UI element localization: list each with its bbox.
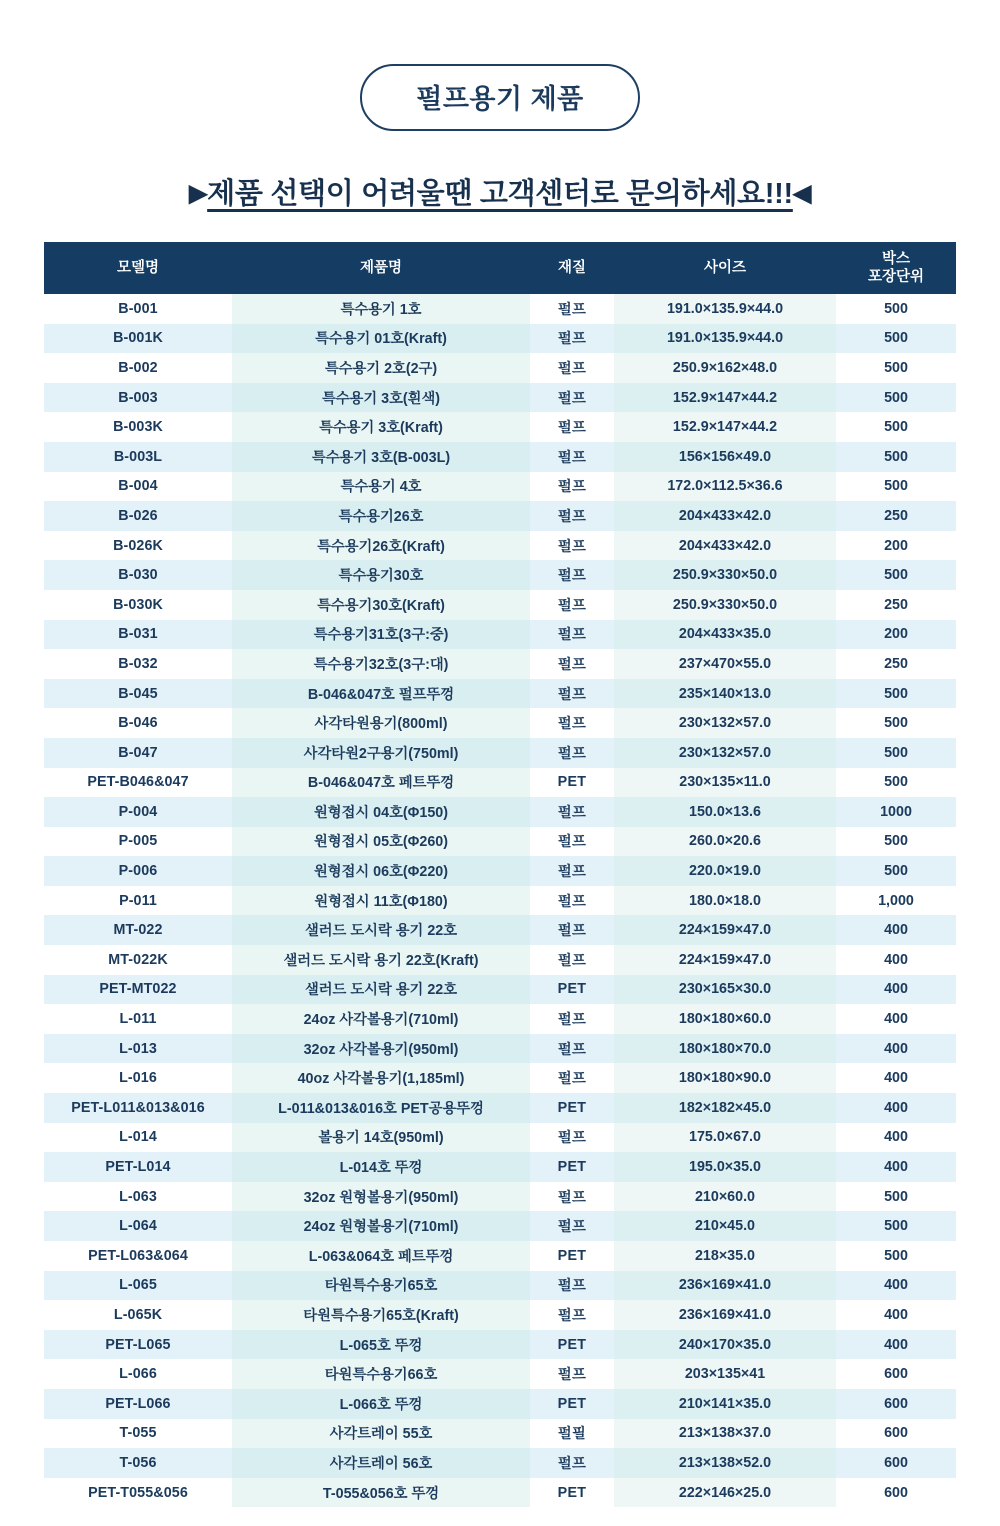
cell-product-name: 타원특수용기65호 (232, 1271, 530, 1301)
cell-product-name: 특수용기26호(Kraft) (232, 531, 530, 561)
cell-material: 펄프 (530, 560, 614, 590)
cell-box-unit: 400 (836, 1152, 956, 1182)
cell-size: 250.9×330×50.0 (614, 590, 836, 620)
table-row (44, 590, 956, 620)
cell-material: 펄프 (530, 353, 614, 383)
cell-size: 191.0×135.9×44.0 (614, 294, 836, 324)
cell-model: T-055 (44, 1419, 232, 1449)
cell-model: L-065 (44, 1271, 232, 1301)
cell-material: 펄프 (530, 679, 614, 709)
cell-size: 250.9×162×48.0 (614, 353, 836, 383)
cell-model: B-032 (44, 649, 232, 679)
table-row (44, 472, 956, 502)
cell-size: 204×433×42.0 (614, 501, 836, 531)
cell-box-unit: 500 (836, 294, 956, 324)
cell-model: L-066 (44, 1359, 232, 1389)
cell-size: 250.9×330×50.0 (614, 560, 836, 590)
cell-size: 260.0×20.6 (614, 827, 836, 857)
cell-box-unit: 250 (836, 501, 956, 531)
cell-product-name: L-066호 뚜껑 (232, 1389, 530, 1419)
cell-material: PET (530, 975, 614, 1005)
cell-size: 236×169×41.0 (614, 1271, 836, 1301)
cell-product-name: 특수용기30호(Kraft) (232, 590, 530, 620)
cell-size: 180×180×90.0 (614, 1063, 836, 1093)
cell-product-name: 40oz 사각볼용기(1,185ml) (232, 1063, 530, 1093)
cell-box-unit: 500 (836, 738, 956, 768)
column-header-box-line2: 포장단위 (867, 269, 925, 285)
cell-size: 235×140×13.0 (614, 679, 836, 709)
cell-product-name: L-063&064호 페트뚜껑 (232, 1241, 530, 1271)
cell-model: B-003L (44, 442, 232, 472)
cell-box-unit: 500 (836, 827, 956, 857)
cell-material: 펄필 (530, 1419, 614, 1449)
cell-product-name: 사각타원2구용기(750ml) (232, 738, 530, 768)
cell-material: PET (530, 1241, 614, 1271)
cell-model: MT-022K (44, 945, 232, 975)
cell-model: P-004 (44, 797, 232, 827)
cell-model: P-006 (44, 856, 232, 886)
cell-material: 펄프 (530, 945, 614, 975)
cell-size: 180.0×18.0 (614, 886, 836, 916)
cell-product-name: 사각트레이 56호 (232, 1448, 530, 1478)
cell-material: 펄프 (530, 501, 614, 531)
cell-material: PET (530, 1478, 614, 1508)
triangle-left-icon: ▶ (188, 180, 208, 207)
table-row (44, 412, 956, 442)
table-row (44, 708, 956, 738)
page-title: 펄프용기 제품 (360, 64, 640, 131)
cell-model: P-005 (44, 827, 232, 857)
cell-product-name: 볼용기 14호(950ml) (232, 1123, 530, 1153)
cell-material: 펄프 (530, 1300, 614, 1330)
cell-box-unit: 500 (836, 383, 956, 413)
cell-product-name: 특수용기 1호 (232, 294, 530, 324)
cell-material: 펄프 (530, 915, 614, 945)
cell-box-unit: 500 (836, 856, 956, 886)
cell-box-unit: 500 (836, 768, 956, 798)
cell-material: 펄프 (530, 738, 614, 768)
triangle-right-icon: ◀ (792, 180, 811, 207)
cell-product-name: 샐러드 도시락 용기 22호 (232, 975, 530, 1005)
cell-model: L-016 (44, 1063, 232, 1093)
table-row (44, 797, 956, 827)
cell-material: 펄프 (530, 1359, 614, 1389)
cell-box-unit: 200 (836, 531, 956, 561)
cell-material: 펄프 (530, 1211, 614, 1241)
cell-product-name: B-046&047호 펄프뚜껑 (232, 679, 530, 709)
cell-model: B-004 (44, 472, 232, 502)
column-header-model: 모델명 (44, 242, 232, 294)
cell-box-unit: 500 (836, 1182, 956, 1212)
column-header-material: 재질 (530, 242, 614, 294)
cell-model: B-003K (44, 412, 232, 442)
cell-box-unit: 500 (836, 324, 956, 354)
column-header-name: 제품명 (232, 242, 530, 294)
cell-box-unit: 1000 (836, 797, 956, 827)
cell-material: PET (530, 1389, 614, 1419)
cell-model: PET-T055&056 (44, 1478, 232, 1508)
cell-size: 203×135×41 (614, 1359, 836, 1389)
cell-box-unit: 500 (836, 412, 956, 442)
cell-model: L-065K (44, 1300, 232, 1330)
cell-product-name: 24oz 원형볼용기(710ml) (232, 1211, 530, 1241)
cell-model: MT-022 (44, 915, 232, 945)
cell-material: 펄프 (530, 620, 614, 650)
cell-product-name: L-011&013&016호 PET공용뚜껑 (232, 1093, 530, 1123)
cell-size: 152.9×147×44.2 (614, 383, 836, 413)
cell-box-unit: 1,000 (836, 886, 956, 916)
cell-material: 펄프 (530, 708, 614, 738)
table-row (44, 353, 956, 383)
table-row (44, 975, 956, 1005)
table-row (44, 294, 956, 324)
cell-model: B-026 (44, 501, 232, 531)
cell-model: B-026K (44, 531, 232, 561)
cell-model: B-030K (44, 590, 232, 620)
cell-model: PET-L066 (44, 1389, 232, 1419)
table-row (44, 1152, 956, 1182)
cell-product-name: 원형접시 06호(Φ220) (232, 856, 530, 886)
cell-model: PET-L014 (44, 1152, 232, 1182)
cell-box-unit: 500 (836, 1211, 956, 1241)
cell-size: 195.0×35.0 (614, 1152, 836, 1182)
cell-product-name: 특수용기30호 (232, 560, 530, 590)
cell-material: PET (530, 1093, 614, 1123)
table-row (44, 1359, 956, 1389)
cell-product-name: 특수용기 3호(B-003L) (232, 442, 530, 472)
cell-box-unit: 200 (836, 620, 956, 650)
cell-product-name: 원형접시 05호(Φ260) (232, 827, 530, 857)
cell-material: 펄프 (530, 1448, 614, 1478)
cell-box-unit: 500 (836, 560, 956, 590)
cell-model: L-011 (44, 1004, 232, 1034)
cell-product-name: 사각트레이 55호 (232, 1419, 530, 1449)
cell-material: 펄프 (530, 590, 614, 620)
table-row (44, 620, 956, 650)
cell-material: 펄프 (530, 797, 614, 827)
table-row (44, 945, 956, 975)
cell-box-unit: 400 (836, 915, 956, 945)
cell-size: 230×132×57.0 (614, 738, 836, 768)
cell-product-name: L-014호 뚜껑 (232, 1152, 530, 1182)
cell-box-unit: 500 (836, 353, 956, 383)
table-row (44, 1271, 956, 1301)
table-row (44, 1300, 956, 1330)
cell-box-unit: 400 (836, 1271, 956, 1301)
table-row (44, 1419, 956, 1449)
table-row (44, 738, 956, 768)
cell-model: B-003 (44, 383, 232, 413)
table-row (44, 1448, 956, 1478)
cell-product-name: 원형접시 11호(Φ180) (232, 886, 530, 916)
cell-model: PET-MT022 (44, 975, 232, 1005)
cell-model: PET-L011&013&016 (44, 1093, 232, 1123)
table-row (44, 886, 956, 916)
cell-size: 152.9×147×44.2 (614, 412, 836, 442)
column-header-box-line1: 박스 (881, 250, 910, 267)
table-row (44, 324, 956, 354)
cell-box-unit: 400 (836, 1034, 956, 1064)
table-row (44, 1211, 956, 1241)
cell-product-name: 샐러드 도시락 용기 22호 (232, 915, 530, 945)
table-row (44, 1182, 956, 1212)
cell-box-unit: 600 (836, 1448, 956, 1478)
cell-model: B-030 (44, 560, 232, 590)
cell-product-name: 샐러드 도시락 용기 22호(Kraft) (232, 945, 530, 975)
cell-model: T-056 (44, 1448, 232, 1478)
cell-product-name: 특수용기32호(3구:대) (232, 649, 530, 679)
cell-material: PET (530, 1152, 614, 1182)
cell-model: B-046 (44, 708, 232, 738)
table-row (44, 1330, 956, 1360)
cell-box-unit: 400 (836, 1300, 956, 1330)
cell-box-unit: 500 (836, 472, 956, 502)
cell-box-unit: 400 (836, 1063, 956, 1093)
cell-material: 펄프 (530, 442, 614, 472)
cell-product-name: 사각타원용기(800ml) (232, 708, 530, 738)
cell-model: B-031 (44, 620, 232, 650)
table-row (44, 856, 956, 886)
cell-product-name: 특수용기26호 (232, 501, 530, 531)
cell-box-unit: 400 (836, 975, 956, 1005)
cell-size: 210×60.0 (614, 1182, 836, 1212)
cell-size: 213×138×37.0 (614, 1419, 836, 1449)
cell-material: 펄프 (530, 412, 614, 442)
cell-product-name: 32oz 사각볼용기(950ml) (232, 1034, 530, 1064)
cell-size: 236×169×41.0 (614, 1300, 836, 1330)
cell-model: PET-L063&064 (44, 1241, 232, 1271)
cell-model: B-002 (44, 353, 232, 383)
cell-product-name: 특수용기31호(3구:중) (232, 620, 530, 650)
cell-box-unit: 250 (836, 649, 956, 679)
cell-box-unit: 600 (836, 1389, 956, 1419)
cell-material: PET (530, 1330, 614, 1360)
cell-material: 펄프 (530, 827, 614, 857)
cell-model: B-047 (44, 738, 232, 768)
cell-material: 펄프 (530, 1271, 614, 1301)
cell-product-name: L-065호 뚜껑 (232, 1330, 530, 1360)
table-row (44, 649, 956, 679)
cell-model: PET-L065 (44, 1330, 232, 1360)
table-row (44, 827, 956, 857)
cell-product-name: 타원특수용기66호 (232, 1359, 530, 1389)
cell-model: B-001 (44, 294, 232, 324)
cell-product-name: 타원특수용기65호(Kraft) (232, 1300, 530, 1330)
table-row (44, 768, 956, 798)
cell-material: 펄프 (530, 1063, 614, 1093)
cell-box-unit: 500 (836, 442, 956, 472)
cell-model: B-001K (44, 324, 232, 354)
cell-box-unit: 400 (836, 1123, 956, 1153)
cell-size: 182×182×45.0 (614, 1093, 836, 1123)
cell-size: 150.0×13.6 (614, 797, 836, 827)
headline-notice (44, 171, 956, 212)
table-row (44, 1389, 956, 1419)
cell-size: 224×159×47.0 (614, 945, 836, 975)
table-row (44, 560, 956, 590)
headline-text: 제품 선택이 어려울땐 고객센터로 문의하세요!!! (207, 178, 793, 210)
cell-size: 204×433×42.0 (614, 531, 836, 561)
cell-box-unit: 400 (836, 1093, 956, 1123)
cell-material: 펄프 (530, 324, 614, 354)
table-row (44, 442, 956, 472)
cell-box-unit: 400 (836, 945, 956, 975)
cell-product-name: 원형접시 04호(Φ150) (232, 797, 530, 827)
cell-material: 펄프 (530, 886, 614, 916)
table-row (44, 1034, 956, 1064)
cell-material: 펄프 (530, 383, 614, 413)
cell-size: 180×180×60.0 (614, 1004, 836, 1034)
table-row (44, 1123, 956, 1153)
cell-size: 213×138×52.0 (614, 1448, 836, 1478)
cell-size: 220.0×19.0 (614, 856, 836, 886)
cell-material: 펄프 (530, 531, 614, 561)
cell-box-unit: 500 (836, 1241, 956, 1271)
title-container (44, 0, 956, 131)
cell-size: 172.0×112.5×36.6 (614, 472, 836, 502)
products-table (44, 242, 956, 1507)
cell-product-name: 특수용기 3호(Kraft) (232, 412, 530, 442)
cell-model: P-011 (44, 886, 232, 916)
column-header-box-unit (836, 242, 956, 294)
cell-size: 230×165×30.0 (614, 975, 836, 1005)
cell-size: 210×45.0 (614, 1211, 836, 1241)
cell-product-name: 32oz 원형볼용기(950ml) (232, 1182, 530, 1212)
table-row (44, 531, 956, 561)
cell-size: 224×159×47.0 (614, 915, 836, 945)
cell-size: 191.0×135.9×44.0 (614, 324, 836, 354)
cell-product-name: 24oz 사각볼용기(710ml) (232, 1004, 530, 1034)
cell-material: 펄프 (530, 1123, 614, 1153)
cell-box-unit: 500 (836, 679, 956, 709)
cell-box-unit: 400 (836, 1330, 956, 1360)
table-row (44, 1478, 956, 1508)
header-row (44, 242, 956, 294)
cell-size: 230×132×57.0 (614, 708, 836, 738)
cell-material: 펄프 (530, 1182, 614, 1212)
cell-size: 230×135×11.0 (614, 768, 836, 798)
table-row (44, 1241, 956, 1271)
table-row (44, 1093, 956, 1123)
cell-size: 210×141×35.0 (614, 1389, 836, 1419)
cell-size: 218×35.0 (614, 1241, 836, 1271)
cell-product-name: B-046&047호 페트뚜껑 (232, 768, 530, 798)
cell-product-name: T-055&056호 뚜껑 (232, 1478, 530, 1508)
cell-material: 펄프 (530, 472, 614, 502)
cell-size: 180×180×70.0 (614, 1034, 836, 1064)
cell-size: 175.0×67.0 (614, 1123, 836, 1153)
cell-box-unit: 600 (836, 1419, 956, 1449)
cell-model: L-013 (44, 1034, 232, 1064)
cell-box-unit: 400 (836, 1004, 956, 1034)
table-header (44, 242, 956, 294)
table-body (44, 294, 956, 1507)
cell-product-name: 특수용기 4호 (232, 472, 530, 502)
cell-size: 156×156×49.0 (614, 442, 836, 472)
cell-product-name: 특수용기 2호(2구) (232, 353, 530, 383)
cell-material: 펄프 (530, 649, 614, 679)
cell-material: 펄프 (530, 1004, 614, 1034)
table-row (44, 915, 956, 945)
cell-material: 펄프 (530, 1034, 614, 1064)
cell-size: 240×170×35.0 (614, 1330, 836, 1360)
cell-material: PET (530, 768, 614, 798)
cell-model: L-014 (44, 1123, 232, 1153)
cell-box-unit: 600 (836, 1359, 956, 1389)
cell-box-unit: 250 (836, 590, 956, 620)
cell-size: 237×470×55.0 (614, 649, 836, 679)
cell-box-unit: 600 (836, 1478, 956, 1508)
table-row (44, 679, 956, 709)
cell-material: 펄프 (530, 856, 614, 886)
cell-box-unit: 500 (836, 708, 956, 738)
cell-model: L-064 (44, 1211, 232, 1241)
cell-product-name: 특수용기 01호(Kraft) (232, 324, 530, 354)
cell-product-name: 특수용기 3호(흰색) (232, 383, 530, 413)
cell-model: B-045 (44, 679, 232, 709)
table-row (44, 383, 956, 413)
cell-model: L-063 (44, 1182, 232, 1212)
cell-model: PET-B046&047 (44, 768, 232, 798)
cell-size: 222×146×25.0 (614, 1478, 836, 1508)
cell-material: 펄프 (530, 294, 614, 324)
table-row (44, 501, 956, 531)
table-row (44, 1004, 956, 1034)
column-header-size: 사이즈 (614, 242, 836, 294)
cell-size: 204×433×35.0 (614, 620, 836, 650)
table-row (44, 1063, 956, 1093)
